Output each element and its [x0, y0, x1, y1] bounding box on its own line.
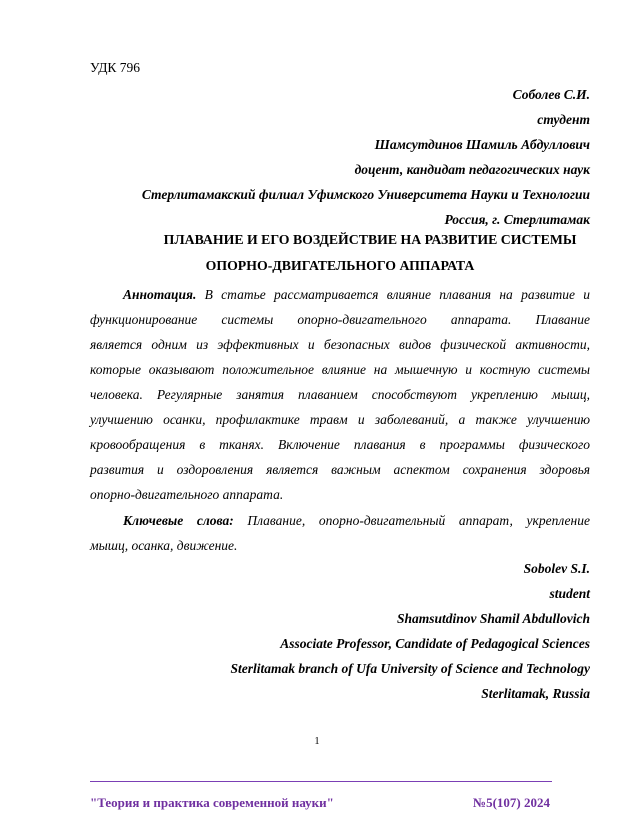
page-number: 1: [314, 736, 320, 747]
keywords-label: Ключевые слова:: [123, 513, 234, 528]
article-title-line-1: ПЛАВАНИЕ И ЕГО ВОЗДЕЙСТВИЕ НА РАЗВИТИЕ СИСТЕМЫ: [163, 232, 577, 247]
abstract-line: является одним из эффективных и безопасных видов физической активности,: [90, 337, 590, 352]
keywords-line: [90, 508, 590, 533]
keywords-line: мышц, осанка, движение.: [90, 538, 238, 553]
author-2-position-en: Associate Professor, Candidate of Pedagogical Sciences: [280, 636, 590, 651]
location-en: Sterlitamak, Russia: [481, 686, 590, 701]
footer-divider: [90, 781, 552, 782]
author-2-position-ru: доцент, кандидат педагогических наук: [354, 162, 590, 177]
author-1-position-ru: студент: [537, 112, 590, 127]
author-2-name-en: Shamsutdinov Shamil Abdullovich: [396, 611, 590, 626]
abstract-line: улучшению осанки, профилактике травм и заболеваний, а также улучшению: [90, 412, 590, 427]
abstract-line: которые оказывают положительное влияние на мышечную и костную системы: [90, 362, 590, 377]
abstract-line: кровообращения в тканях. Включение плавания в программы физического: [90, 437, 590, 452]
journal-name: "Теория и практика современной науки": [90, 795, 334, 810]
journal-issue: №5(107) 2024: [473, 795, 550, 810]
article-title-line-2: ОПОРНО-ДВИГАТЕЛЬНОГО АППАРАТА: [205, 258, 475, 273]
abstract-line: функционирование системы опорно-двигательного аппарата. Плавание: [90, 312, 590, 327]
author-1-position-en: student: [549, 586, 590, 601]
author-block-ru: [70, 82, 590, 232]
abstract-line: человека. Регулярные занятия плаванием способствуют укреплению мышц,: [90, 387, 590, 402]
udk-code: УДК 796: [90, 60, 141, 75]
affiliation-ru: Стерлитамакский филиал Уфимского Университета Науки и Технологии: [141, 187, 590, 202]
abstract-line: опорно-двигательного аппарата.: [90, 487, 284, 502]
author-1-name-ru: Соболев С.И.: [512, 87, 590, 102]
keywords-text: Плавание, опорно-двигательный аппарат, укрепление: [233, 513, 590, 528]
abstract: [90, 282, 590, 507]
abstract-text: В статье рассматривается влияние плавания на развитие и: [196, 287, 590, 302]
abstract-label: Аннотация.: [123, 287, 197, 302]
author-block-en: [70, 556, 590, 706]
abstract-line: [90, 282, 590, 307]
author-1-name-en: Sobolev S.I.: [523, 561, 590, 576]
abstract-line: развития и оздоровления является важным аспектом сохранения здоровья: [90, 462, 590, 477]
author-2-name-ru: Шамсутдинов Шамиль Абдуллович: [374, 137, 590, 152]
location-ru: Россия, г. Стерлитамак: [444, 212, 590, 227]
keywords: [90, 508, 590, 558]
affiliation-en: Sterlitamak branch of Ufa University of Science and Technology: [230, 661, 590, 676]
